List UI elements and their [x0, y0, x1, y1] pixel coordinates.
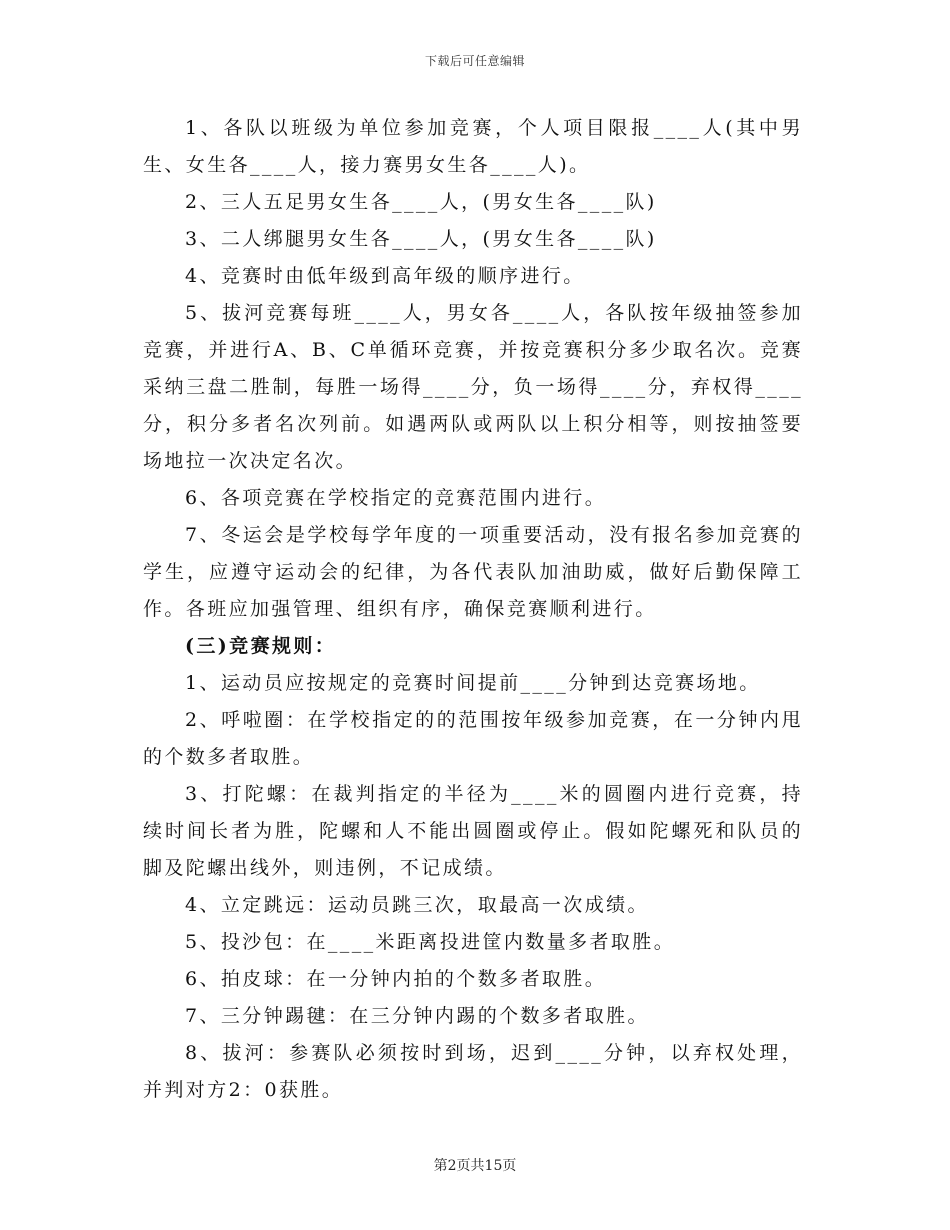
paragraph-1: 1、各队以班级为单位参加竞赛，个人项目限报____人(其中男生、女生各____人，接力赛男女生各____人)。: [143, 117, 803, 176]
rule-4: 4、立定跳远：运动员跳三次，取最高一次成绩。: [185, 894, 649, 916]
paragraph-6: 6、各项竞赛在学校指定的竞赛范围内进行。: [185, 487, 607, 509]
page-header: 下载后可任意编辑: [424, 54, 525, 68]
rule-3: 3、打陀螺：在裁判指定的半径为____米的圆圈内进行竞赛，持续时间长者为胜，陀螺和人不能出圆圈或停止。假如陀螺死和队员的脚及陀螺出线外，则违例，不记成绩。: [143, 783, 803, 879]
rule-8: 8、拔河：参赛队必须按时到场，迟到____分钟，以弃权处理，并判对方2：0获胜。: [143, 1042, 803, 1101]
paragraph-7: 7、冬运会是学校每学年度的一项重要活动，没有报名参加竞赛的学生，应遵守运动会的纪律，为各代表队加油助威，做好后勤保障工作。各班应加强管理、组织有序，确保竞赛顺利进行。: [143, 524, 803, 620]
rule-6: 6、拍皮球：在一分钟内拍的个数多者取胜。: [185, 968, 607, 990]
paragraph-2: 2、三人五足男女生各____人，(男女生各____队): [185, 191, 657, 213]
rule-1: 1、运动员应按规定的竞赛时间提前____分钟到达竞赛场地。: [185, 672, 761, 694]
rule-5: 5、投沙包：在____米距离投进筐内数量多者取胜。: [185, 931, 676, 953]
document-body: [143, 110, 803, 1109]
section-title: (三)竞赛规则：: [185, 635, 337, 657]
page-footer: 第2页共15页: [433, 1158, 517, 1174]
rule-2: 2、呼啦圈：在学校指定的的范围按年级参加竞赛，在一分钟内甩的个数多者取胜。: [143, 709, 803, 768]
paragraph-3: 3、二人绑腿男女生各____人，(男女生各____队): [185, 228, 657, 250]
paragraph-5: 5、拔河竞赛每班____人，男女各____人，各队按年级抽签参加竞赛，并进行A、B、C单循环竞赛，并按竞赛积分多少取名次。竞赛采纳三盘二胜制，每胜一场得____分，负一场得____分，弃权得____分，积分多者名次列前。如遇两队或两队以上积分相等，则按抽签要场地拉一次决定名次。: [143, 302, 803, 472]
paragraph-4: 4、竞赛时由低年级到高年级的顺序进行。: [185, 265, 585, 287]
rule-7: 7、三分钟踢毽：在三分钟内踢的个数多者取胜。: [185, 1005, 649, 1027]
